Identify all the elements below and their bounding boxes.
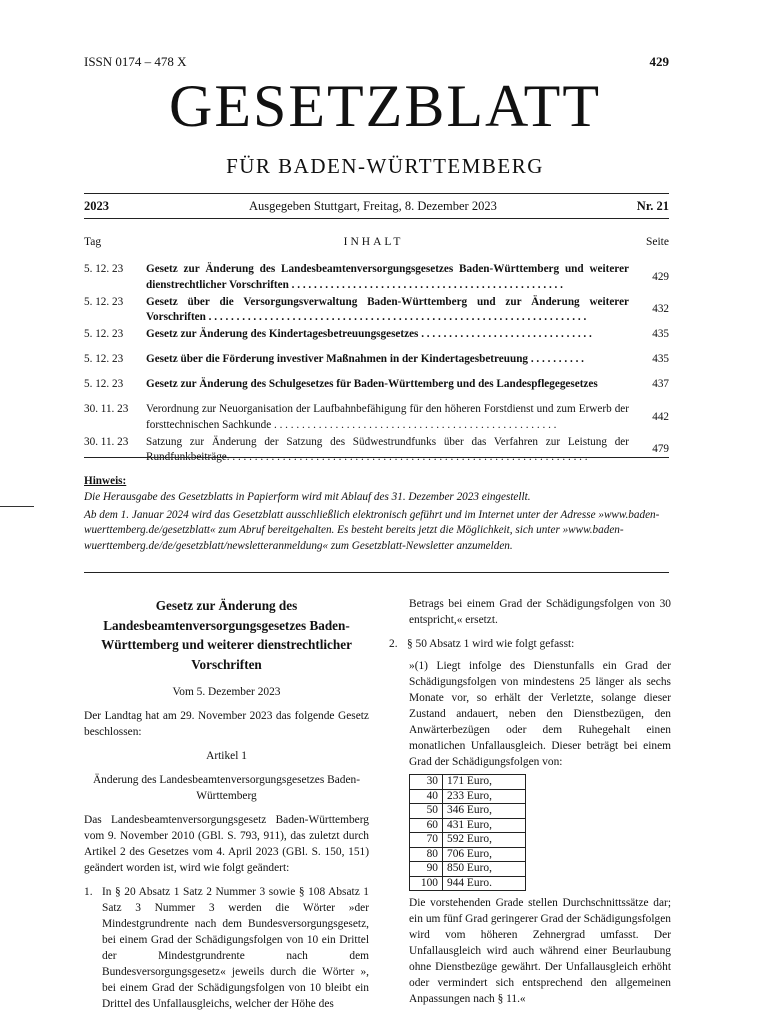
toc-page: 442 — [652, 410, 669, 423]
table-row — [410, 847, 526, 862]
toc-title: Verordnung zur Neuorganisation der Laufbahnbefähigung für den höheren Forstdienst und zum Erwerb der forsttechnischen Sachkunde . . . . . . . . . . . . . . . . . . . . . . . . . . . . . . . . . . . . . . . . . . . . . . . . . . . — [146, 403, 629, 431]
toc-title: Gesetz über die Förderung investiver Maßnahmen in der Kindertagesbetreuung . . . . . . . . . . — [146, 353, 584, 366]
grade-cell: 70 — [410, 833, 443, 848]
amount-cell: 944 Euro. — [443, 876, 526, 891]
table-row — [410, 804, 526, 819]
article-date: Vom 5. Dezember 2023 — [172, 686, 281, 698]
toc-page: 437 — [652, 378, 669, 391]
toc-date: 5. 12. 23 — [84, 263, 124, 275]
toc-date: 30. 11. 23 — [84, 403, 129, 416]
grade-table — [409, 774, 526, 891]
toc-entry[interactable] — [84, 402, 669, 433]
divider — [84, 572, 669, 573]
toc-page: 429 — [652, 270, 669, 283]
toc-title: Gesetz zur Änderung des Landesbeamtenversorgungsgesetzes Baden-Württemberg und weiterer dienstrechtlicher Vorschriften . . . . . . . . . . . . . . . . . . . . . . . . . . . . . . . . . . . . . . . . . . . . . . . . . — [146, 263, 629, 291]
masthead-title: GESETZBLATT — [169, 73, 601, 139]
table-row — [410, 862, 526, 877]
issue-number: Nr. 21 — [636, 199, 669, 213]
table-row — [410, 833, 526, 848]
toc-title: Gesetz zur Änderung des Schulgesetzes für Baden-Württemberg und des Landespflegegesetzes — [146, 378, 598, 391]
article-heading: Änderung des Landesbeamtenversorgungsgesetzes Baden-Württemberg — [92, 774, 361, 802]
toc-entry[interactable] — [84, 295, 669, 326]
table-row — [410, 775, 526, 790]
article-column-left — [84, 596, 369, 1012]
issue-year: 2023 — [84, 199, 109, 213]
article-column-right — [389, 596, 671, 1007]
toc-date: 5. 12. 23 — [84, 328, 124, 341]
toc-page: 435 — [652, 328, 669, 341]
amount-cell: 171 Euro, — [443, 775, 526, 790]
toc-page: 432 — [652, 303, 669, 316]
toc-page: 479 — [652, 443, 669, 456]
toc-title: Gesetz zur Änderung des Kindertagesbetreuungsgesetzes . . . . . . . . . . . . . . . . . . . . . . . . . . . . . . . — [146, 328, 592, 341]
list-item — [84, 884, 369, 1012]
toc-col-title: INHALT — [343, 236, 404, 248]
quoted-paragraph: »(1) Liegt infolge des Dienstunfalls ein Grad der Schädigungsfolgen von mindestens 25 länger als sechs Monate vor, so erhält der Verletzte, solange dieser Zustand andauert, neben den Dienstbezügen, den Anwärterbezügen oder dem Ruhegehalt einen monatlichen Unfallausgleich. Dieser beträgt bei einem Grad der Schädigungsfolgen von: — [409, 660, 671, 768]
table-row — [410, 876, 526, 891]
toc-header — [84, 236, 669, 248]
page-number: 429 — [649, 54, 669, 69]
toc-col-page: Seite — [645, 236, 669, 248]
amount-cell: 233 Euro, — [443, 789, 526, 804]
list-text: In § 20 Absatz 1 Satz 2 Nummer 3 sowie § 108 Absatz 1 Satz 3 Nummer 3 werden die Wörter »der Mindestgrundrente nach dem Bundesversorgungsgesetz, bei einem Grad der Schädigungsfolgen von 10 ein Drittel der Mindestgrundrente nach dem Bundesversorgungsgesetz« jeweils durch die Wörter », bei einem Grad der Schädigungsfolgen von 10 bleibt ein Drittel des Unfallausgleichs, welcher der Höhe des — [102, 886, 369, 1010]
toc-page: 435 — [652, 353, 669, 366]
grade-cell: 40 — [410, 789, 443, 804]
table-row — [410, 818, 526, 833]
list-number: 2. — [389, 638, 398, 650]
after-table-text: Die vorstehenden Grade stellen Durchschnittssätze dar; ein um fünf Grad geringerer Grad der Schädigungsfolgen wird vom höheren Zehnergrad umfasst. Der Unfallausgleich wird auch während einer Beurlaubung ohne Dienstbezüge gewährt. Der Unfallausgleich erhöht oder vermindert sich entsprechend den allgemeinen Anpassungen nach § 11.« — [409, 897, 671, 1005]
toc-entry[interactable] — [84, 327, 669, 351]
toc-entry[interactable] — [84, 435, 669, 466]
divider — [84, 193, 669, 194]
grade-cell: 50 — [410, 804, 443, 819]
list-item — [389, 636, 671, 652]
toc-date: 5. 12. 23 — [84, 353, 124, 366]
issue-date: Ausgegeben Stuttgart, Freitag, 8. Dezember 2023 — [248, 199, 497, 213]
table-row — [410, 789, 526, 804]
amount-cell: 431 Euro, — [443, 818, 526, 833]
toc-date: 5. 12. 23 — [84, 378, 124, 391]
divider — [84, 457, 669, 458]
grade-cell: 30 — [410, 775, 443, 790]
margin-mark — [0, 506, 34, 507]
toc-col-day: Tag — [84, 236, 102, 248]
toc-entry[interactable] — [84, 377, 669, 401]
issn: ISSN 0174 – 478 X — [84, 54, 187, 69]
article-paragraph: Das Landesbeamtenversorgungsgesetz Baden-Württemberg vom 9. November 2010 (GBl. S. 793, 911), das zuletzt durch Artikel 2 des Gesetzes vom 4. April 2023 (GBl. S. 150, 151) geändert worden ist, wird wie folgt geändert: — [84, 814, 369, 874]
notice-line: Die Herausgabe des Gesetzblatts in Papierform wird mit Ablauf des 31. Dezember 2023 eingestellt. — [84, 490, 531, 503]
amount-cell: 592 Euro, — [443, 833, 526, 848]
masthead-subtitle: FÜR BADEN-WÜRTTEMBERG — [226, 154, 544, 178]
grade-cell: 100 — [410, 876, 443, 891]
grade-cell: 80 — [410, 847, 443, 862]
list-text: § 50 Absatz 1 wird wie folgt gefasst: — [407, 638, 575, 650]
article-title: Gesetz zur Änderung des Landesbeamtenversorgungsgesetzes Baden-Württemberg und weiterer dienstrechtlicher Vorschriften — [101, 598, 352, 672]
amount-cell: 346 Euro, — [443, 804, 526, 819]
list-number: 1. — [84, 886, 93, 898]
notice-line: Ab dem 1. Januar 2024 wird das Gesetzblatt ausschließlich elektronisch geführt und im Internet unter der Adresse »www.baden-wuerttemberg.de/gesetzblatt« zum Abruf bereitgehalten. Es besteht bereits jetzt die Möglichkeit, sich unter »www.baden-wuerttemberg.de/de/gesetzblatt/newsletteranmeldung« zum Gesetzblatt-Newsletter anzumelden. — [84, 508, 660, 553]
article-label: Artikel 1 — [206, 750, 247, 762]
table-of-contents — [84, 262, 669, 467]
continued-text: Betrags bei einem Grad der Schädigungsfolgen von 30 entspricht,« ersetzt. — [409, 598, 671, 626]
toc-date: 5. 12. 23 — [84, 295, 124, 308]
amount-cell: 706 Euro, — [443, 847, 526, 862]
toc-title: Satzung zur Änderung der Satzung des Südwestrundfunks über das Verfahren zur Leistung der Rundfunkbeiträge. . . . . . . . . . . . . . . . . . . . . . . . . . . . . . . . . . . . . . . . . . . . . . . . . . . . . . . . . . . . . . . . . — [146, 435, 629, 464]
grade-cell: 60 — [410, 818, 443, 833]
notice-box — [84, 474, 669, 557]
notice-heading: Hinweis: — [84, 475, 127, 487]
article-intro: Der Landtag hat am 29. November 2023 das folgende Gesetz beschlossen: — [84, 710, 369, 738]
grade-cell: 90 — [410, 862, 443, 877]
divider — [84, 218, 669, 219]
issue-bar — [84, 199, 669, 214]
toc-entry[interactable] — [84, 352, 669, 376]
amount-cell: 850 Euro, — [443, 862, 526, 877]
toc-date: 30. 11. 23 — [84, 435, 129, 448]
toc-title: Gesetz über die Versorgungsverwaltung Baden-Württemberg und zur Änderung weiterer Vorschriften . . . . . . . . . . . . . . . . . . . . . . . . . . . . . . . . . . . . . . . . . . . . . . . . . . . . . . . . . . . . . . . . . . . . — [146, 295, 629, 324]
toc-entry[interactable] — [84, 262, 669, 293]
